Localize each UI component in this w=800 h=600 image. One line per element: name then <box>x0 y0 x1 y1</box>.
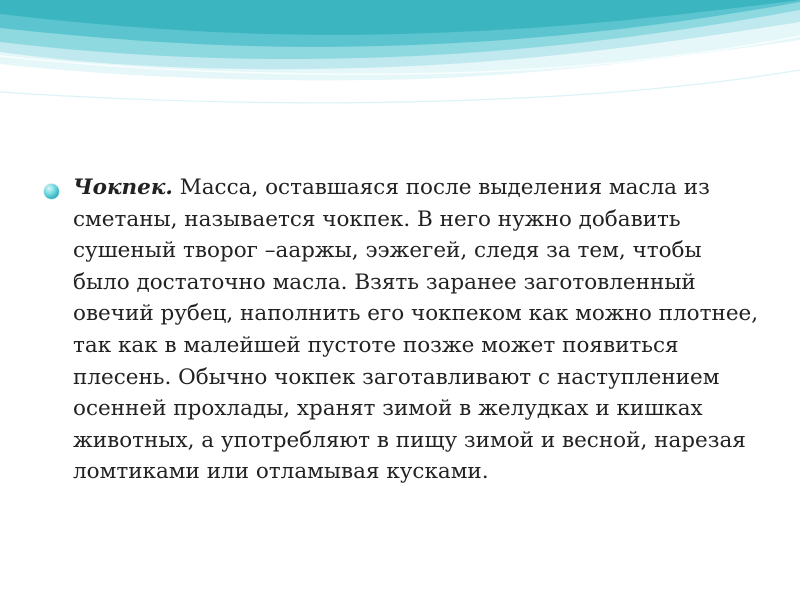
teal-sphere-bullet-icon <box>44 184 59 199</box>
bullet-paragraph <box>44 172 764 488</box>
paragraph-lead-term: Чокпек. <box>73 175 173 200</box>
paragraph-body: Масса, оставшаяся после выделения масла из сметаны, называется чокпек. В него нужно добавить сушеный творог –ааржы, ээжегей, следя за тем, чтобы было достаточно масла. Взять заранее заготовленный овечий рубец, наполнить его чокпеком как можно плотнее, так как в малейшей пустоте позже может появиться плесень. Обычно чокпек заготавливают с наступлением осенней прохлады, хранят зимой в желудках и кишках животных, а употребляют в пищу зимой и весной, нарезая ломтиками или отламывая кусками. <box>73 175 759 485</box>
header-waves-decoration <box>0 0 800 110</box>
paragraph-text <box>73 172 763 488</box>
